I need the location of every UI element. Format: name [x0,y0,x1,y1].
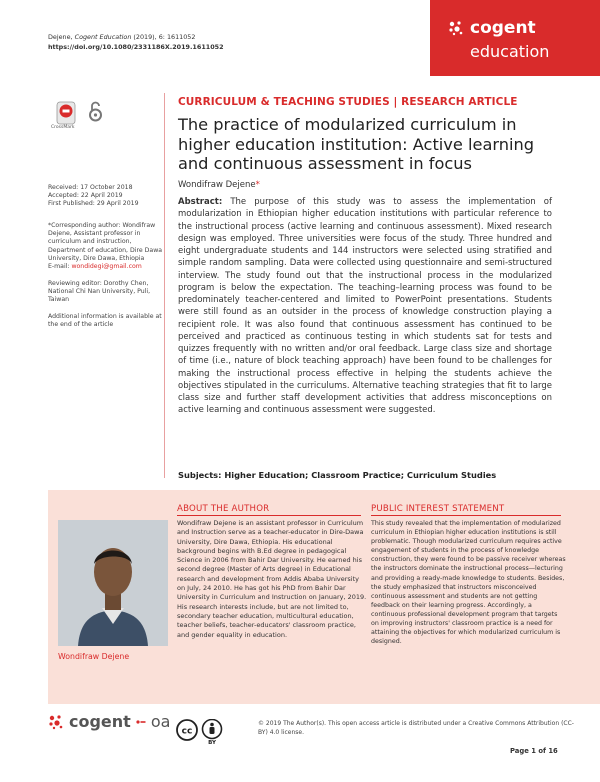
citation-journal: Cogent Education [74,33,132,41]
page-number: Page 1 of 16 [510,747,558,755]
accepted-date: Accepted: 22 April 2019 [48,192,123,200]
abstract-label: Abstract: [178,197,223,207]
citation-line [48,32,224,42]
public-interest-text: This study revealed that the implementation of modularized curriculum in Ethiopian higher education institutions is still problematic. Though modularized curriculum requires active engagement of students in the process of knowledge construction, they were found to be passive receiver whereas the instructors dominate the instructional process—lecturing and providing a ready-made knowledge to students. Besides, the study emphasized that instructors misconceived continuous assessment and students are not getting feedback on their learning progress. Accordingly, a continuous professional development program that targets on improving instructors' classroom practice is a need for attaining the objectives for which modularized curriculum is designed. [371,520,566,646]
email-link[interactable]: wondidegi@gmail.com [71,263,142,271]
additional-info-note: Additional information is available at the end of the article [48,313,162,329]
article-category: CURRICULUM & TEACHING STUDIES | RESEARCH ARTICLE [178,96,518,108]
author-photo [58,520,168,646]
citation-header [48,32,224,52]
cc-label: cc [181,726,193,737]
abstract [178,196,552,417]
dot-dash-icon [136,719,146,725]
attribution-icon [201,719,223,745]
public-interest-heading: PUBLIC INTEREST STATEMENT [371,504,505,514]
about-author-heading: ABOUT THE AUTHOR [177,504,270,514]
doi-link[interactable]: https://doi.org/10.1080/2331186X.2019.1611052 [48,43,224,51]
cogent-dots-icon [448,20,464,36]
journal-brand-block [430,0,600,76]
main-column-rule [164,93,165,478]
journal-brand-top [448,18,536,38]
article-title: The practice of modularized curriculum in higher education institution: Active learning and continuous assessment in focus [178,115,535,173]
cogent-oa-suffix: oa [150,712,171,731]
email-line [48,263,168,271]
about-author-rule [177,515,361,516]
cogent-oa-logo [48,712,170,731]
cogent-oa-word: cogent [69,712,131,731]
author-mark: * [255,180,260,190]
email-label: E-mail: [48,263,72,271]
first-published-date: First Published: 29 April 2019 [48,200,139,208]
cc-by-badge[interactable] [176,719,223,745]
dates-block [48,184,168,209]
about-author-text: Wondifraw Dejene is an assistant professor in Curriculum and Instruction serve as a teacher-educator in Dire-Dawa University, Dire Dawa, Ethiopia. His educational background begins with B.Ed degree in pedagogical Science in 2006 from Bahir Dar University. He earned his second degree (Master of Arts degree) in Educational research and development from Addis Ababa University on July, 24 2010. He has got his PhD from Bahir Dar University in Curriculum and Instruction on January, 2019. His research interests include, but are not limited to, secondary teacher education, multicultural education, teacher beliefs, teacher-educators' classroom practice, and gender equality in education. [177,519,367,639]
abstract-text: The purpose of this study was to assess the implementation of modularization in Ethiopian higher education institutions with particular reference to the instructional process (active learning and continuous assessment). Mixed research design was employed. Three universities were focus of the study. Three hundred and eight undergraduate students and 144 instructors were selected using stratified and simple random sampling. Data were collected using questionnaire and semi-structured interview. The study found out that the instructional process in the modularized program is below the expectation. The teaching–learning process was found to be predominately teacher-centered and limited to PowerPoint presentations. Students were still found as an outsider in the process of knowledge construction playing a recipient role. It was also found that continuous assessment has continued to be perceived and practiced as continuous testing in which students sat for tests and quizzes frequently with no written and/or oral feedback. Large class size and shortage of time (i.e., nature of block teaching approach) have been found to be challenges for making the instructional process effective in helping the students achieve the objectives stipulated in the curriculums. Alternative teaching strategies that fit to large class size and further staff development activities that address misconceptions on active learning and continuous assessment were suggested. [178,197,552,416]
author-line [178,180,260,190]
corresponding-author-block [48,222,168,271]
crossmark-icon[interactable] [56,101,76,125]
open-access-icon [88,100,103,122]
citation-author: Dejene, [48,33,75,41]
public-interest-rule [371,515,561,516]
received-date: Received: 17 October 2018 [48,184,133,191]
corresponding-author: *Corresponding author: Wondifraw Dejene, Assistant professor in curriculum and instruction, Department of education, Dire Dawa University, Dire Dawa, Ethiopia [48,222,163,262]
subjects-line: Subjects: Higher Education; Classroom Practice; Curriculum Studies [178,470,497,480]
author-photo-caption: Wondifraw Dejene [58,652,130,661]
citation-volume: (2019), 6: 1611052 [131,33,196,41]
by-label: BY [208,740,216,745]
brand-cogent-text: cogent [470,18,536,38]
reviewing-editor: Reviewing editor: Dorothy Chen, National Chi Nan University, Puli, Taiwan [48,280,151,304]
author-name[interactable]: Wondifraw Dejene [178,180,256,190]
crossmark-label: CrossMark [51,125,75,130]
brand-education-text: education [470,42,550,61]
license-statement: © 2019 The Author(s). This open access article is distributed under a Creative Commons Attribution (CC-BY) 4.0 license. [258,720,574,736]
creative-commons-icon [176,719,198,741]
cogent-oa-dots-icon [48,714,64,730]
